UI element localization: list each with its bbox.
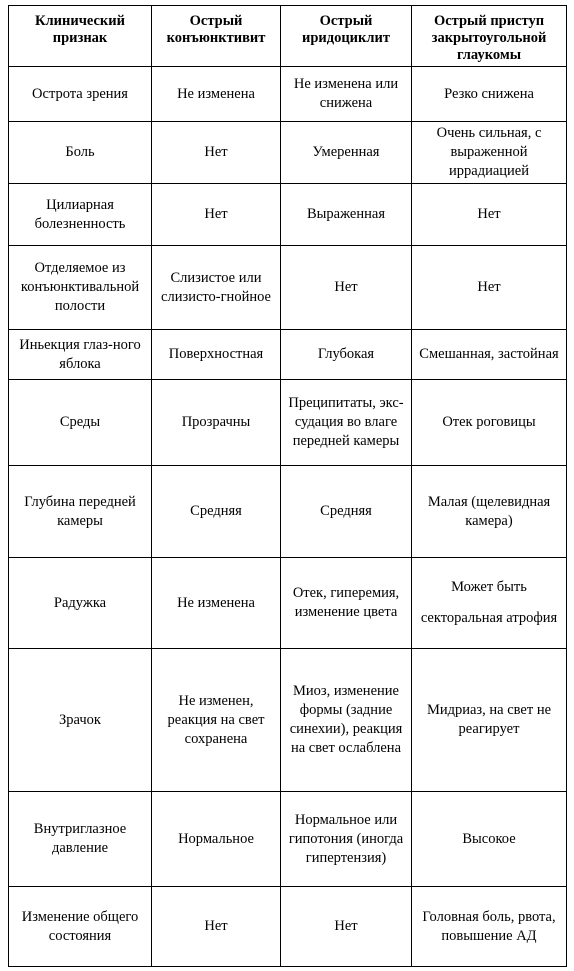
table-row	[9, 466, 567, 558]
table-cell: Нет	[152, 122, 281, 184]
table-cell: Иньекция глаз-ного яблока	[9, 330, 152, 380]
table-cell: Нет	[152, 887, 281, 967]
table-cell: Слизистое или слизисто-гнойное	[152, 246, 281, 330]
table-cell: Нет	[152, 184, 281, 246]
table-cell: Нет	[412, 184, 567, 246]
table-cell: Зрачок	[9, 649, 152, 792]
table-row	[9, 184, 567, 246]
table-cell: Отек, гиперемия, изменение цвета	[281, 558, 412, 649]
table-cell: Изменение общего состояния	[9, 887, 152, 967]
table-cell: Боль	[9, 122, 152, 184]
table-cell: Нормальное или гипотония (иногда гипертензия)	[281, 792, 412, 887]
table-row	[9, 67, 567, 122]
table-cell: Внутриглазное давление	[9, 792, 152, 887]
table-row	[9, 792, 567, 887]
header-cell: Острый конъюнктивит	[152, 6, 281, 67]
table-cell: Среды	[9, 380, 152, 466]
table-row	[9, 887, 567, 967]
table-cell: Отек роговицы	[412, 380, 567, 466]
table-cell: Средняя	[281, 466, 412, 558]
table-row	[9, 246, 567, 330]
table-cell: Выраженная	[281, 184, 412, 246]
table-cell: Смешанная, застойная	[412, 330, 567, 380]
table-cell: Нет	[412, 246, 567, 330]
table-row	[9, 380, 567, 466]
table-cell: Не изменена	[152, 558, 281, 649]
table-cell: Поверхностная	[152, 330, 281, 380]
header-cell: Острый иридоциклит	[281, 6, 412, 67]
table-cell: Малая (щелевидная камера)	[412, 466, 567, 558]
table-cell: Может быть секторальная атрофия	[412, 558, 567, 649]
table-header-row	[9, 6, 567, 67]
table-cell: Мидриаз, на свет не реагирует	[412, 649, 567, 792]
table-cell: Отделяемое из конъюнктивальной полости	[9, 246, 152, 330]
table-cell: Не изменен, реакция на свет сохранена	[152, 649, 281, 792]
table-cell: Резко снижена	[412, 67, 567, 122]
table-cell: Глубокая	[281, 330, 412, 380]
table-cell: Средняя	[152, 466, 281, 558]
table-cell: Не изменена или снижена	[281, 67, 412, 122]
table-cell: Радужка	[9, 558, 152, 649]
table-row	[9, 122, 567, 184]
table-cell: Головная боль, рвота, повышение АД	[412, 887, 567, 967]
table-cell: Нет	[281, 887, 412, 967]
table-cell: Миоз, изменение формы (задние синехии), реакция на свет ослаблена	[281, 649, 412, 792]
table-cell: Прозрачны	[152, 380, 281, 466]
diagnosis-comparison-table	[8, 5, 567, 967]
table-cell: Умеренная	[281, 122, 412, 184]
table-cell: Нет	[281, 246, 412, 330]
header-cell: Клинический признак	[9, 6, 152, 67]
table-cell: Преципитаты, экс-судация во влаге передней камеры	[281, 380, 412, 466]
table-cell: Нормальное	[152, 792, 281, 887]
table-row	[9, 330, 567, 380]
table-cell: Глубина передней камеры	[9, 466, 152, 558]
table-cell: Не изменена	[152, 67, 281, 122]
table-cell: Цилиарная болезненность	[9, 184, 152, 246]
table-row	[9, 558, 567, 649]
header-cell: Острый приступ закрытоугольной глаукомы	[412, 6, 567, 67]
table-cell: Очень сильная, с выраженной иррадиацией	[412, 122, 567, 184]
table-cell: Высокое	[412, 792, 567, 887]
table-row	[9, 649, 567, 792]
table-cell: Острота зрения	[9, 67, 152, 122]
